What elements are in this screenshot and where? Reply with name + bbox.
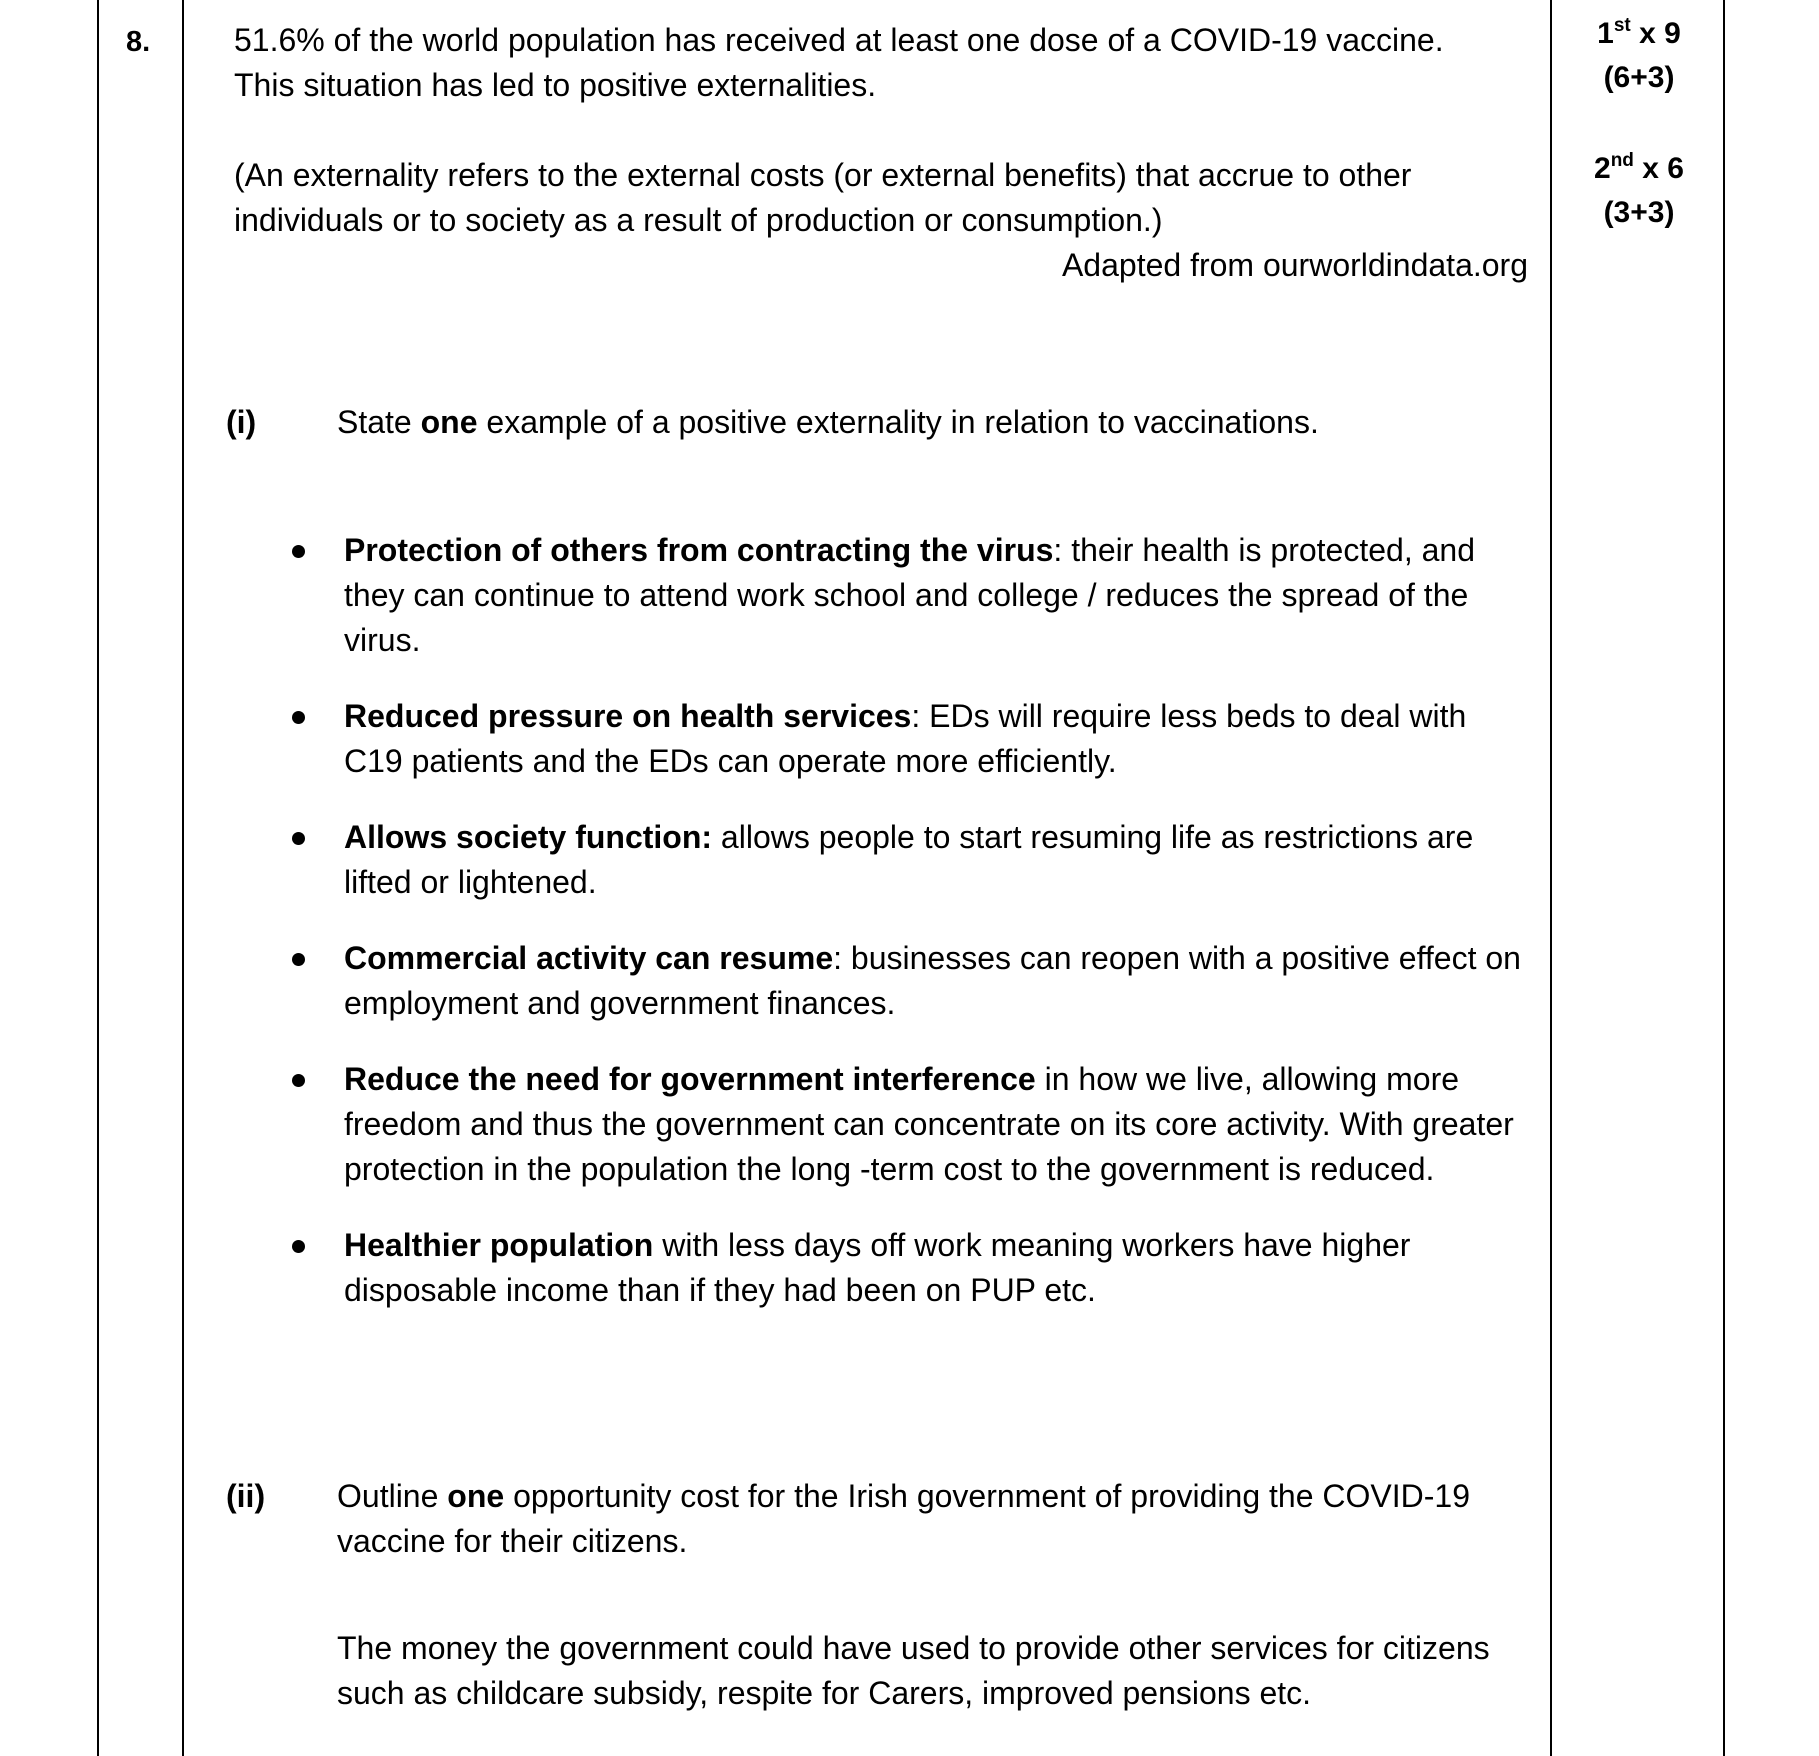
table-border-left (97, 0, 99, 1756)
marking-second-breakdown: (3+3) (1603, 196, 1675, 229)
table-divider-number-column (182, 0, 184, 1756)
question-intro-line-2: This situation has led to positive externalities. (234, 67, 877, 103)
answer-bullet: Reduce the need for government interference in how we live, allowing more freedom and thus the government can concentrate on its core activity. With greater protection in the population the long -term cost to the government is reduced. (286, 1057, 1526, 1192)
part-ii-answer: The money the government could have used to provide other services for citizens such as childcare subsidy, respite for Carers, improved pensions etc. (337, 1630, 1490, 1711)
part-ii-question: Outline one opportunity cost for the Irish government of providing the COVID-19 vaccine for their citizens. (337, 1478, 1470, 1559)
table-border-right (1723, 0, 1725, 1756)
externality-definition: (An externality refers to the external costs (or external benefits) that accrue to other individuals or to society as a result of production or consumption.) (234, 157, 1412, 238)
bullet-icon (292, 545, 305, 558)
marking-scheme-second (1556, 147, 1722, 235)
table-divider-marks-column (1550, 0, 1552, 1756)
bullet-icon (292, 832, 305, 845)
bullet-icon (292, 711, 305, 724)
part-i-answer-list (286, 528, 1526, 1344)
bullet-icon (292, 1240, 305, 1253)
marking-first-breakdown: (6+3) (1603, 61, 1675, 94)
part-i-question: State one example of a positive externality in relation to vaccinations. (337, 404, 1319, 440)
marking-second-multiplier: 2nd x 6 (1594, 150, 1684, 185)
question-intro (234, 18, 1534, 108)
source-citation: Adapted from ourworldindata.org (1061, 247, 1528, 283)
part-ii-label: (ii) (226, 1478, 266, 1514)
answer-bullet: Allows society function: allows people to start resuming life as restrictions are lifted or lightened. (286, 815, 1526, 905)
answer-bullet: Reduced pressure on health services: EDs will require less beds to deal with C19 patients and the EDs can operate more efficiently. (286, 694, 1526, 784)
part-i-label: (i) (226, 404, 257, 440)
question-number: 8. (126, 26, 151, 58)
marking-first-multiplier: 1st x 9 (1597, 15, 1681, 50)
question-intro-line-1: 51.6% of the world population has received at least one dose of a COVID-19 vaccine. (234, 22, 1444, 58)
answer-bullet: Commercial activity can resume: businesses can reopen with a positive effect on employment and government finances. (286, 936, 1526, 1026)
answer-bullet: Protection of others from contracting the virus: their health is protected, and they can continue to attend work school and college / reduces the spread of the virus. (286, 528, 1526, 663)
answer-bullet: Healthier population with less days off work meaning workers have higher disposable income than if they had been on PUP etc. (286, 1223, 1526, 1313)
bullet-icon (292, 1074, 305, 1087)
bullet-icon (292, 953, 305, 966)
marking-scheme-first (1556, 12, 1722, 100)
